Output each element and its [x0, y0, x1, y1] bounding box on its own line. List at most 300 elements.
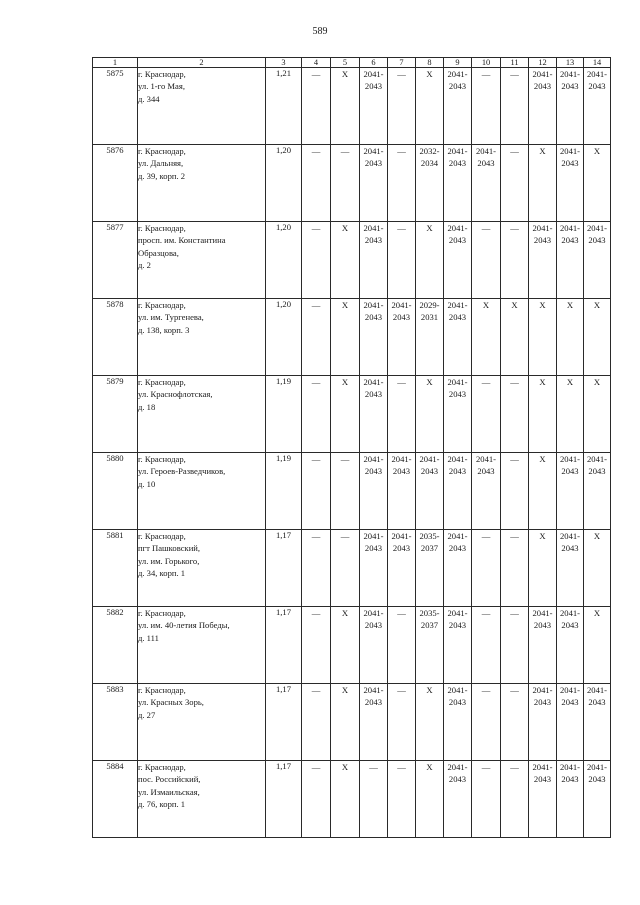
period-cell-col-4 [302, 761, 331, 838]
period-cell-col-8 [416, 684, 444, 761]
period-value: 2041- [475, 454, 497, 464]
period-value: Х [341, 377, 349, 387]
period-value: 2041- [391, 531, 412, 541]
period-cell-col-6 [360, 530, 388, 607]
column-number-1: 1 [93, 58, 138, 68]
period-value: Х [593, 146, 601, 156]
row-number: 5876 [93, 145, 138, 222]
period-cell-col-7 [388, 299, 416, 376]
period-cell-col-9 [444, 684, 472, 761]
period-value: 2041- [586, 454, 608, 464]
address-line: г. Краснодар, [138, 377, 186, 387]
period-cell-col-14 [584, 222, 611, 299]
period-value: — [311, 531, 321, 541]
period-cell-col-12 [529, 222, 557, 299]
period-cell-col-8 [416, 761, 444, 838]
period-cell-col-9 [444, 607, 472, 684]
period-cell-col-14 [584, 530, 611, 607]
column-number-8: 8 [416, 58, 444, 68]
period-value: 2041- [532, 762, 553, 772]
period-cell-col-14 [584, 761, 611, 838]
period-value: 2043 [392, 543, 411, 554]
period-cell-col-10 [472, 761, 501, 838]
period-value: Х [539, 531, 546, 541]
cost-cell: 1,17 [266, 761, 302, 838]
address-line: ул. им. Тургенева, [138, 312, 204, 323]
period-cell-col-7 [388, 376, 416, 453]
period-value: Х [341, 762, 349, 772]
period-cell-col-5 [331, 376, 360, 453]
period-cell-col-5 [331, 222, 360, 299]
period-cell-col-8 [416, 607, 444, 684]
cost-cell: 1,21 [266, 68, 302, 145]
period-cell-col-7 [388, 68, 416, 145]
period-cell-col-12 [529, 68, 557, 145]
period-value: — [311, 608, 321, 618]
address-line: д. 27 [138, 709, 156, 720]
table-row [93, 684, 611, 761]
period-cell-col-9 [444, 761, 472, 838]
column-number-2: 2 [138, 58, 266, 68]
period-cell-col-8 [416, 453, 444, 530]
period-value: 2037 [420, 620, 439, 631]
address-line: г. Краснодар, [138, 608, 186, 618]
row-number: 5884 [93, 761, 138, 838]
address-line: г. Краснодар, [138, 69, 186, 79]
period-cell-col-7 [388, 607, 416, 684]
address-cell [138, 761, 266, 838]
period-value: Х [341, 685, 349, 695]
period-value: — [510, 531, 519, 541]
period-value: — [397, 685, 406, 695]
page-number: 589 [312, 26, 328, 37]
period-cell-col-9 [444, 530, 472, 607]
period-value: — [311, 223, 321, 233]
period-cell-col-12 [529, 530, 557, 607]
period-value: Х [593, 608, 601, 618]
period-cell-col-10 [472, 530, 501, 607]
period-value: — [311, 300, 321, 310]
period-value: — [397, 762, 406, 772]
period-value: 2043 [364, 697, 383, 708]
table-row [93, 222, 611, 299]
table-body [93, 68, 611, 838]
period-value: 2043 [588, 235, 606, 246]
address-line: г. Краснодар, [138, 223, 186, 233]
period-value: 2041- [586, 685, 608, 695]
table-row [93, 145, 611, 222]
period-cell-col-13 [557, 145, 584, 222]
address-line: д. 39, корп. 2 [138, 170, 186, 181]
period-cell-col-9 [444, 376, 472, 453]
period-value: 2043 [364, 312, 383, 323]
period-value: 2043 [364, 466, 383, 477]
period-cell-col-10 [472, 222, 501, 299]
period-value: 2041- [447, 146, 468, 156]
row-number: 5877 [93, 222, 138, 299]
address-cell [138, 68, 266, 145]
period-value: 2041- [391, 454, 412, 464]
period-cell-col-10 [472, 299, 501, 376]
period-cell-col-13 [557, 530, 584, 607]
period-value: — [510, 146, 519, 156]
table-row [93, 299, 611, 376]
period-value: 2043 [561, 774, 579, 785]
period-value: 2043 [533, 774, 552, 785]
period-value: Х [593, 377, 601, 387]
period-value: 2043 [561, 81, 579, 92]
period-value: 2043 [588, 697, 606, 708]
period-cell-col-9 [444, 299, 472, 376]
period-value: 2041- [447, 454, 468, 464]
period-cell-col-5 [331, 145, 360, 222]
period-cell-col-8 [416, 376, 444, 453]
address-cell [138, 222, 266, 299]
address-line: ул. 1-го Мая, [138, 81, 185, 92]
address-line: ул. Красных Зорь, [138, 697, 204, 708]
period-cell-col-10 [472, 145, 501, 222]
column-number-12: 12 [529, 58, 557, 68]
address-line: г. Краснодар, [138, 685, 186, 695]
period-value: — [311, 146, 321, 156]
period-cell-col-6 [360, 299, 388, 376]
period-value: — [510, 454, 519, 464]
period-value: 2043 [561, 235, 579, 246]
column-number-4: 4 [302, 58, 331, 68]
period-cell-col-4 [302, 299, 331, 376]
period-value: 2043 [477, 158, 495, 169]
row-number: 5881 [93, 530, 138, 607]
period-value: 2041- [447, 377, 468, 387]
period-value: 2041- [363, 223, 384, 233]
period-cell-col-6 [360, 376, 388, 453]
period-value: 2041- [559, 454, 581, 464]
period-value: 2041- [447, 762, 468, 772]
period-cell-col-4 [302, 145, 331, 222]
address-line: ул. Краснофлотская, [138, 389, 213, 400]
period-cell-col-12 [529, 145, 557, 222]
period-value: — [311, 454, 321, 464]
column-number-11: 11 [501, 58, 529, 68]
row-number: 5880 [93, 453, 138, 530]
period-cell-col-8 [416, 145, 444, 222]
period-value: — [340, 454, 350, 464]
period-value: — [510, 762, 519, 772]
period-value: 2043 [364, 389, 383, 400]
period-cell-col-7 [388, 222, 416, 299]
period-value: 2037 [420, 543, 439, 554]
period-value: Х [426, 223, 433, 233]
period-cell-col-11 [501, 376, 529, 453]
period-cell-col-11 [501, 145, 529, 222]
period-cell-col-11 [501, 222, 529, 299]
period-value: 2043 [588, 466, 606, 477]
period-cell-col-6 [360, 607, 388, 684]
period-value: 2043 [448, 697, 467, 708]
period-cell-col-10 [472, 684, 501, 761]
period-value: 2041- [586, 69, 608, 79]
row-number: 5879 [93, 376, 138, 453]
period-cell-col-10 [472, 376, 501, 453]
period-value: 2043 [448, 158, 467, 169]
period-value: Х [539, 146, 546, 156]
period-cell-col-11 [501, 530, 529, 607]
address-line: г. Краснодар, [138, 454, 186, 464]
address-cell [138, 145, 266, 222]
period-cell-col-13 [557, 376, 584, 453]
period-value: Х [426, 69, 433, 79]
period-value: 2041- [559, 762, 581, 772]
address-cell [138, 453, 266, 530]
period-cell-col-9 [444, 453, 472, 530]
period-value: 2043 [561, 620, 579, 631]
period-value: Х [566, 300, 574, 310]
period-cell-col-12 [529, 761, 557, 838]
address-cell [138, 530, 266, 607]
period-value: 2041- [419, 454, 440, 464]
period-value: 2041- [363, 685, 384, 695]
period-value: — [397, 223, 406, 233]
address-line: г. Краснодар, [138, 762, 186, 772]
period-cell-col-13 [557, 222, 584, 299]
period-value: — [369, 762, 378, 772]
period-cell-col-14 [584, 68, 611, 145]
period-value: — [510, 69, 519, 79]
period-value: 2041- [363, 454, 384, 464]
period-cell-col-10 [472, 607, 501, 684]
period-value: 2043 [533, 620, 552, 631]
address-line: д. 138, корп. 3 [138, 324, 190, 335]
table-row [93, 761, 611, 838]
period-cell-col-5 [331, 607, 360, 684]
period-value: 2041- [363, 146, 384, 156]
address-line: д. 76, корп. 1 [138, 799, 186, 810]
cost-cell: 1,17 [266, 684, 302, 761]
period-value: 2041- [559, 146, 581, 156]
period-cell-col-12 [529, 376, 557, 453]
period-cell-col-4 [302, 68, 331, 145]
period-cell-col-10 [472, 68, 501, 145]
period-value: 2041- [475, 146, 497, 156]
period-cell-col-13 [557, 68, 584, 145]
address-cell [138, 376, 266, 453]
address-line: пгт Пашковский, [138, 543, 201, 554]
period-value: 2043 [561, 543, 579, 554]
period-cell-col-14 [584, 684, 611, 761]
address-line: д. 344 [138, 93, 160, 104]
column-number-10: 10 [472, 58, 501, 68]
period-value: Х [341, 69, 349, 79]
period-cell-col-5 [331, 761, 360, 838]
period-value: — [481, 608, 491, 618]
period-value: 2043 [364, 235, 383, 246]
period-cell-col-4 [302, 607, 331, 684]
period-value: — [311, 69, 321, 79]
address-line: д. 111 [138, 632, 159, 643]
table-row [93, 530, 611, 607]
period-value: 2041- [586, 223, 608, 233]
address-line: ул. им. 40-летия Победы, [138, 620, 230, 631]
period-value: 2043 [392, 466, 411, 477]
period-cell-col-8 [416, 299, 444, 376]
period-value: 2041- [447, 531, 468, 541]
period-value: 2043 [448, 774, 467, 785]
period-cell-col-6 [360, 145, 388, 222]
period-value: Х [426, 762, 433, 772]
column-number-3: 3 [266, 58, 302, 68]
period-cell-col-6 [360, 761, 388, 838]
period-cell-col-4 [302, 684, 331, 761]
period-value: 2041- [447, 608, 468, 618]
period-value: — [311, 377, 321, 387]
period-value: Х [341, 608, 349, 618]
period-value: 2043 [588, 774, 606, 785]
period-value: 2041- [363, 300, 384, 310]
address-line: д. 10 [138, 478, 156, 489]
period-value: Х [341, 223, 349, 233]
column-number-9: 9 [444, 58, 472, 68]
period-value: 2041- [559, 223, 581, 233]
period-value: 2041- [363, 608, 384, 618]
period-cell-col-7 [388, 684, 416, 761]
period-value: — [510, 685, 519, 695]
cost-cell: 1,19 [266, 453, 302, 530]
period-cell-col-8 [416, 68, 444, 145]
address-line: д. 2 [138, 260, 151, 271]
period-value: — [481, 531, 491, 541]
period-cell-col-12 [529, 607, 557, 684]
period-cell-col-7 [388, 145, 416, 222]
cost-cell: 1,17 [266, 530, 302, 607]
address-line: ул. Героев-Разведчиков, [138, 466, 226, 477]
period-value: 2041- [559, 69, 581, 79]
period-value: 2031 [420, 312, 439, 323]
period-value: 2035- [419, 608, 440, 618]
column-number-14: 14 [584, 58, 611, 68]
address-line: г. Краснодар, [138, 531, 186, 541]
period-value: 2041- [363, 531, 384, 541]
period-value: 2043 [448, 620, 467, 631]
period-cell-col-9 [444, 145, 472, 222]
period-value: 2041- [532, 608, 553, 618]
period-cell-col-13 [557, 684, 584, 761]
period-value: — [397, 69, 406, 79]
period-value: 2041- [391, 300, 412, 310]
period-cell-col-12 [529, 684, 557, 761]
period-value: 2041- [447, 69, 468, 79]
period-cell-col-8 [416, 222, 444, 299]
period-value: Х [593, 300, 601, 310]
period-cell-col-6 [360, 222, 388, 299]
period-value: 2043 [364, 158, 383, 169]
column-number-row [93, 58, 611, 68]
period-cell-col-4 [302, 376, 331, 453]
period-value: — [340, 531, 350, 541]
table-row [93, 607, 611, 684]
address-line: г. Краснодар, [138, 146, 186, 156]
period-value: — [481, 69, 491, 79]
address-line: Образцова, [138, 247, 179, 258]
period-value: — [510, 223, 519, 233]
period-value: 2043 [448, 543, 467, 554]
period-value: 2043 [561, 466, 579, 477]
period-value: Х [426, 685, 433, 695]
period-cell-col-4 [302, 222, 331, 299]
period-value: 2041- [559, 608, 581, 618]
period-value: 2041- [532, 685, 553, 695]
period-value: 2043 [448, 312, 467, 323]
address-line: пос. Российский, [138, 774, 201, 785]
period-value: — [510, 608, 519, 618]
row-number: 5875 [93, 68, 138, 145]
period-value: 2043 [448, 235, 467, 246]
period-value: 2043 [561, 697, 579, 708]
period-value: — [481, 762, 491, 772]
row-number: 5878 [93, 299, 138, 376]
period-value: 2041- [532, 69, 553, 79]
period-cell-col-5 [331, 299, 360, 376]
address-line: ул. Измаильская, [138, 786, 200, 797]
period-cell-col-4 [302, 530, 331, 607]
row-number: 5883 [93, 684, 138, 761]
period-cell-col-14 [584, 145, 611, 222]
period-value: — [481, 685, 491, 695]
address-line: просп. им. Константина [138, 235, 226, 246]
period-value: 2043 [448, 81, 467, 92]
cost-cell: 1,20 [266, 299, 302, 376]
period-cell-col-5 [331, 68, 360, 145]
cost-cell: 1,19 [266, 376, 302, 453]
period-value: — [311, 685, 321, 695]
period-cell-col-14 [584, 299, 611, 376]
period-cell-col-9 [444, 68, 472, 145]
period-value: Х [511, 300, 518, 310]
period-value: 2043 [364, 620, 383, 631]
period-cell-col-13 [557, 453, 584, 530]
period-cell-col-9 [444, 222, 472, 299]
period-cell-col-11 [501, 453, 529, 530]
period-value: 2041- [363, 69, 384, 79]
period-cell-col-7 [388, 453, 416, 530]
table-row [93, 453, 611, 530]
period-value: 2034 [420, 158, 439, 169]
period-value: — [397, 608, 406, 618]
period-value: — [340, 146, 350, 156]
period-cell-col-6 [360, 453, 388, 530]
period-cell-col-5 [331, 530, 360, 607]
period-value: Х [566, 377, 574, 387]
table-row [93, 68, 611, 145]
period-value: Х [539, 300, 546, 310]
period-cell-col-11 [501, 761, 529, 838]
period-value: 2043 [588, 81, 606, 92]
address-line: ул. Дальняя, [138, 158, 184, 169]
period-value: 2041- [532, 223, 553, 233]
period-value: Х [426, 377, 433, 387]
period-value: 2041- [447, 223, 468, 233]
period-cell-col-10 [472, 453, 501, 530]
period-value: 2043 [533, 81, 552, 92]
period-cell-col-13 [557, 761, 584, 838]
period-value: 2029- [419, 300, 440, 310]
period-value: 2041- [363, 377, 384, 387]
period-cell-col-12 [529, 453, 557, 530]
period-cell-col-8 [416, 530, 444, 607]
address-cell [138, 607, 266, 684]
address-cell [138, 299, 266, 376]
period-cell-col-13 [557, 299, 584, 376]
period-value: 2041- [586, 762, 608, 772]
